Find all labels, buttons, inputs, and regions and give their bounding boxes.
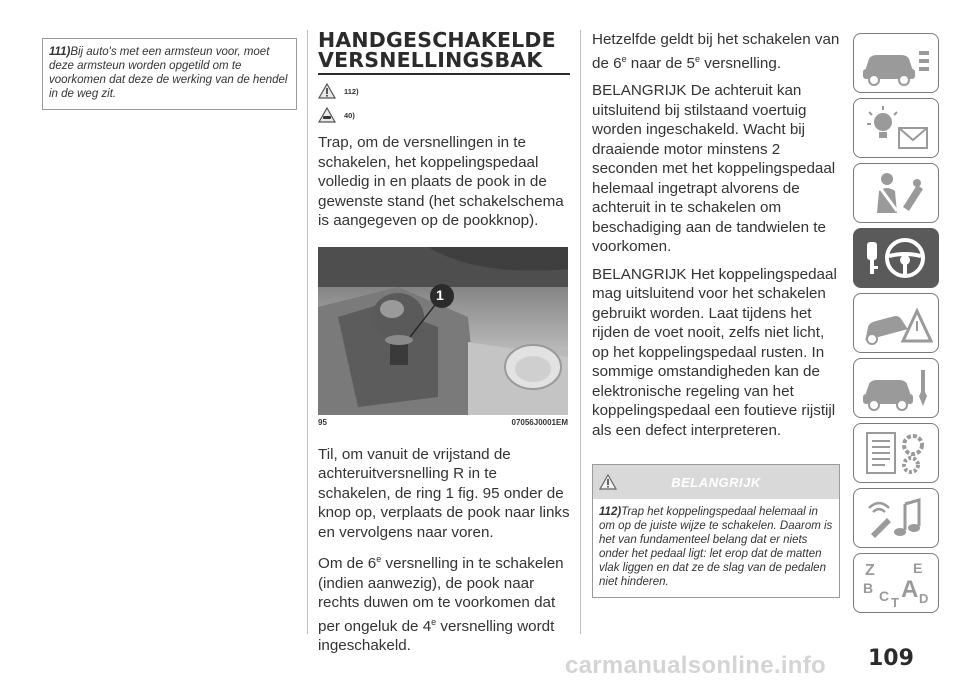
maintenance-icon [857, 362, 935, 414]
para3-part-a: Om de 6 [318, 555, 377, 573]
main-column [318, 30, 570, 656]
multimedia-icon [857, 492, 935, 544]
warning-triangle-icon [318, 83, 336, 99]
right-paragraph-1 [592, 30, 840, 73]
title-line-1: HANDGESCHAKELDE [318, 28, 556, 52]
tab-driving[interactable] [853, 228, 939, 288]
caution-ref: 40) [344, 110, 355, 120]
warning-ref: 112) [344, 86, 359, 96]
column-divider-1 [307, 30, 308, 634]
index-letter: C [879, 588, 890, 604]
para3-part-b: versnelling in te schakelen (indien aanwezig), de pook naar rechts duwen om te voorkomen dat per ongeluk de 4 [318, 555, 564, 635]
important-heading: BELANGRIJK [671, 474, 761, 490]
title-line-2: VERSNELLINGSBAK [318, 48, 543, 72]
index-letter: B [863, 580, 874, 596]
tab-safety[interactable] [853, 163, 939, 223]
index-letter: D [919, 591, 929, 606]
important-header [593, 465, 839, 499]
para3-superscript: e [376, 554, 382, 564]
right-paragraph-3: BELANGRIJK Het koppelingspedaal mag uitsluitend voor het schakelen gebruikt worden. Laat tijdens het rijden de voet nooit, zelfs niet licht, op het koppelingspedaal rusten. In sommige omstandigheden kan de elektronische regeling van het koppelingspedaal een foutieve rijstijl als een defect interpreteren. [592, 265, 837, 439]
tab-technical-data[interactable] [853, 423, 939, 483]
index-letter: A [901, 576, 919, 603]
figure-95-photo [318, 247, 568, 415]
tab-car-info[interactable] [853, 33, 939, 93]
gear-lever-illustration [318, 247, 568, 415]
rpara1-superscript-2: e [694, 53, 700, 64]
rpara1-part-b: naar de 5 [626, 54, 695, 72]
rpara1-part-c: versnelling. [700, 54, 782, 72]
warning-ref-row [318, 81, 570, 101]
chapter-sidebar [853, 33, 941, 618]
section-title [318, 30, 570, 75]
para3-superscript-2: e [431, 616, 437, 627]
para3-part-c: versnelling wordt ingeschakeld. [318, 617, 555, 655]
rpara1-superscript: e [621, 53, 627, 64]
technical-data-icon [857, 427, 935, 479]
right-paragraph-2: BELANGRIJK De achteruit kan uitsluitend bij stilstaand voertuig worden ingeschakeld. Wacht bij draaiende motor minstens 2 seconden met het koppelingspedaal helemaal ingetrapt alvorens de achteruit in te schakelen om beschadiging aan de tandwielen te voorkomen. [592, 82, 836, 256]
right-column [592, 30, 840, 598]
emergency-icon [857, 297, 935, 349]
caution-ref-row [318, 105, 570, 125]
figure-number: 95 [318, 417, 327, 427]
important-box [592, 464, 840, 598]
important-text: Trap het koppelingspedaal helemaal in om op de juiste wijze te schakelen. Daarom is het van fundamenteel belang dat er niets onder het pedaal ligt: let erop dat de matten vlak liggen en dat ze de slag van de pedalen niet hinderen. [599, 506, 833, 589]
left-column [42, 38, 297, 110]
tab-multimedia[interactable] [853, 488, 939, 548]
note-box-111 [42, 38, 297, 110]
index-letter: E [913, 560, 923, 576]
figure-code: 07056J0001EM [511, 417, 568, 427]
index-letter: T [891, 595, 899, 609]
note-text: Bij auto's met een armsteun voor, moet deze armsteun worden opgetild om te voorkomen dat deze de werking van de hendel in de weg zit. [49, 46, 288, 100]
figure-callout-1: 1 [436, 286, 444, 303]
tab-emergency[interactable] [853, 293, 939, 353]
important-body [593, 499, 839, 597]
warning-triangle-icon [599, 474, 617, 490]
note-number: 111) [49, 46, 71, 58]
footer-watermark: carmanualsonline.info [565, 652, 827, 679]
paragraph-2: Til, om vanuit de vrijstand de achteruitversnelling R in te schakelen, de ring 1 fig. 95 onder de knop op, verplaats de pook naar links en vervolgens naar voren. [318, 445, 570, 541]
column-divider-2 [580, 30, 581, 634]
rpara1-part-a: Hetzelfde geldt bij het schakelen van de 6 [592, 31, 840, 72]
tab-maintenance[interactable] [853, 358, 939, 418]
figure-caption [318, 418, 568, 427]
caution-car-icon [318, 107, 336, 123]
paragraph-3 [318, 550, 570, 656]
tab-index[interactable] [853, 553, 939, 613]
important-number: 112) [599, 506, 622, 519]
tab-warning-lights[interactable] [853, 98, 939, 158]
index-icon [857, 557, 935, 609]
paragraph-1: Trap, om de versnellingen in te schakelen, het koppelingspedaal volledig in en plaats de pook in de gewenste stand (het schakelschema is aangegeven op de pookknop). [318, 134, 564, 229]
page-number: 109 [868, 646, 914, 671]
safety-icon [857, 167, 935, 219]
driving-icon [857, 232, 935, 284]
car-info-icon [857, 37, 935, 89]
index-letter: Z [865, 562, 875, 579]
warning-lights-icon [857, 102, 935, 154]
